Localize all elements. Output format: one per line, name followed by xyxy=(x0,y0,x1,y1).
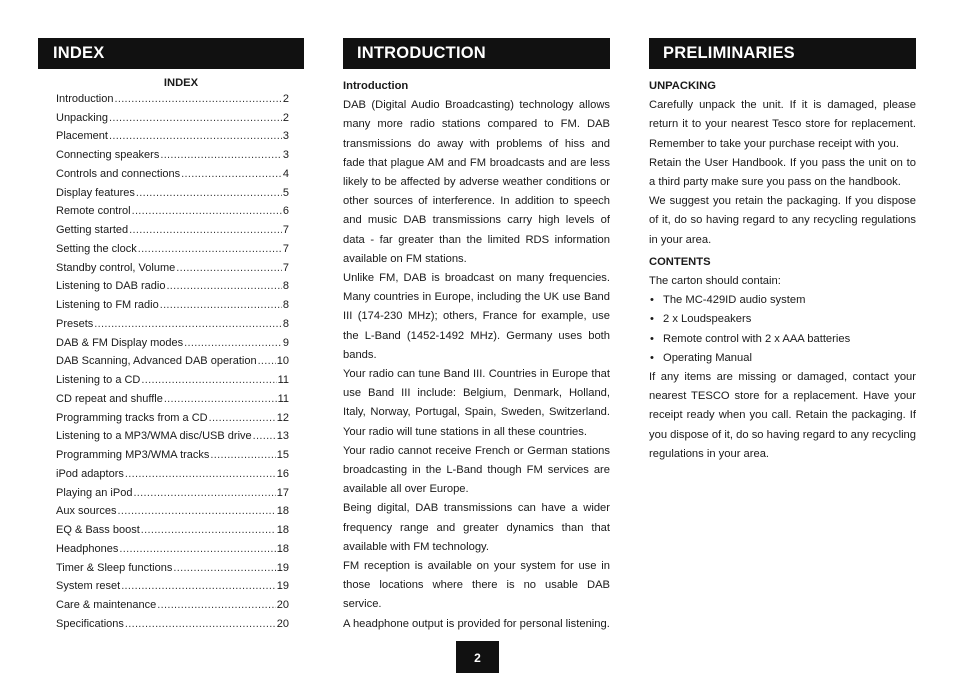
index-entry-page: 13 xyxy=(276,430,289,443)
index-entry-leader xyxy=(118,502,276,521)
index-entry-label: Getting started xyxy=(56,224,129,237)
index-entry-page: 18 xyxy=(276,505,289,518)
index-entry-page: 7 xyxy=(282,242,289,255)
index-entry xyxy=(56,277,289,296)
index-entry-leader xyxy=(258,352,276,371)
index-entry-leader xyxy=(119,540,275,559)
index-entry xyxy=(56,427,289,446)
contents-list xyxy=(649,291,916,368)
index-entry-page: 7 xyxy=(282,261,289,274)
index-entry-leader xyxy=(138,240,282,259)
unpacking-paragraph: Retain the User Handbook. If you pass the unit on to a third party make sure you pass on the handbook. xyxy=(649,156,916,189)
introduction-paragraph: Unlike FM, DAB is broadcast on many frequencies. Many countries in Europe, including the UK use Band III (174-230 MHz); others, France for example, use the L-Band (1452-1492 MHz). Germany uses both bands. xyxy=(343,272,610,361)
index-title: INDEX xyxy=(163,77,199,89)
index-entry xyxy=(56,146,289,165)
index-entry-page: 11 xyxy=(277,392,289,405)
index-entry xyxy=(56,446,289,465)
index-entry-leader xyxy=(166,277,281,296)
index-entry-page: 18 xyxy=(276,542,289,555)
index-entry-leader xyxy=(173,559,275,578)
index-entry-label: Aux sources xyxy=(56,505,117,518)
index-entry-label: Listening to DAB radio xyxy=(56,280,166,293)
index-entry-label: Controls and connections xyxy=(56,167,181,180)
index-entry-leader xyxy=(160,146,282,165)
list-item: • Operating Manual xyxy=(649,349,916,368)
index-entry xyxy=(56,465,289,484)
index-entry xyxy=(56,315,289,334)
index-entry-leader xyxy=(129,221,282,240)
index-entry xyxy=(56,577,289,596)
index-entry-label: Standby control, Volume xyxy=(56,261,176,274)
index-entry-leader xyxy=(210,446,275,465)
contents-outro: If any items are missing or damaged, contact your nearest TESCO store for a replacement. Have your receipt ready when you call. Retain the packaging. If you dispose of it, do so having regard to any recycling regulations in your area. xyxy=(649,371,916,460)
index-entry xyxy=(56,334,289,353)
introduction-paragraph: Your radio can tune Band III. Countries in Europe that use Band III include: Belgium, Denmark, Holland, Italy, Norway, Portugal, Spain, Sweden, Switzerland. Your radio will tune stations in all these countries. xyxy=(343,368,610,438)
index-entry-leader xyxy=(141,371,276,390)
index-entry-label: Unpacking xyxy=(56,111,108,124)
index-entry-leader xyxy=(136,184,282,203)
index-entry-label: Listening to a CD xyxy=(56,374,141,387)
index-entry-page: 8 xyxy=(282,280,289,293)
index-entry-leader xyxy=(94,315,282,334)
index-entry-leader xyxy=(125,465,276,484)
index-entry xyxy=(56,221,289,240)
index-entry xyxy=(56,409,289,428)
index-entry-page: 11 xyxy=(277,374,289,387)
index-entry xyxy=(56,484,289,503)
introduction-paragraph: FM reception is available on your system for use in those locations where there is no usable DAB service. xyxy=(343,560,610,611)
list-item: • The MC-429ID audio system xyxy=(649,291,916,310)
index-entry-page: 19 xyxy=(276,580,289,593)
list-item: • 2 x Loudspeakers xyxy=(649,310,916,329)
index-entry-leader xyxy=(132,202,282,221)
index-entry-page: 9 xyxy=(282,336,289,349)
index-entry-leader xyxy=(176,259,282,278)
index-entry xyxy=(56,296,289,315)
index-entry-page: 20 xyxy=(276,617,289,630)
index-entry-label: Specifications xyxy=(56,617,124,630)
page-number: 2 xyxy=(456,641,499,673)
index-entry-page: 7 xyxy=(282,224,289,237)
index-entry-leader xyxy=(125,615,276,634)
index-entry-page: 5 xyxy=(282,186,289,199)
index-entry-leader xyxy=(121,577,276,596)
unpacking-paragraph: We suggest you retain the packaging. If you dispose of it, do so having regard to any recycling regulations in your area. xyxy=(649,195,916,246)
index-entry xyxy=(56,615,289,634)
index-entry-label: Programming MP3/WMA tracks xyxy=(56,449,210,462)
index-entry-leader xyxy=(114,90,281,109)
introduction-body xyxy=(343,77,610,634)
index-entry-page: 18 xyxy=(276,524,289,537)
introduction-header: INTRODUCTION xyxy=(343,38,610,69)
index-entry xyxy=(56,502,289,521)
index-entry xyxy=(56,559,289,578)
index-entry-label: Connecting speakers xyxy=(56,149,160,162)
index-entry-label: Headphones xyxy=(56,542,119,555)
index-entry-page: 17 xyxy=(276,486,289,499)
index-entry-label: EQ & Bass boost xyxy=(56,524,140,537)
unpacking-subhead: UNPACKING xyxy=(649,80,716,92)
introduction-paragraph: DAB (Digital Audio Broadcasting) technology allows many more radio stations compared to FM. DAB transmissions do away with problems of hiss and fade that plague AM and FM broadcasts and are less likely to be affected by adverse weather conditions or other sources of interference. In addition to speech and music DAB transmissions carry high levels of data - far greater than the limited RDS information available on FM stations. xyxy=(343,99,610,265)
index-entry-page: 2 xyxy=(282,111,289,124)
index-entry-label: Placement xyxy=(56,130,108,143)
index-entry xyxy=(56,352,289,371)
introduction-column xyxy=(343,38,610,634)
index-entry xyxy=(56,109,289,128)
index-entry-page: 4 xyxy=(282,167,289,180)
index-entry xyxy=(56,390,289,409)
index-entry-label: Listening to a MP3/WMA disc/USB drive xyxy=(56,430,252,443)
index-entry xyxy=(56,240,289,259)
index-entry-leader xyxy=(109,127,282,146)
index-entry-leader xyxy=(184,334,282,353)
index-entry-label: Care & maintenance xyxy=(56,599,157,612)
contents-subhead: CONTENTS xyxy=(649,255,711,268)
index-entry xyxy=(56,540,289,559)
index-entry-page: 6 xyxy=(282,205,289,218)
index-entry-page: 8 xyxy=(282,317,289,330)
unpacking-paragraph: Carefully unpack the unit. If it is damaged, please return it to your nearest Tesco store for replacement. Remember to take your purchase receipt with you. xyxy=(649,99,916,150)
index-entry xyxy=(56,165,289,184)
introduction-paragraph: Being digital, DAB transmissions can have a wider frequency range and greater dynamics than that available with FM technology. xyxy=(343,502,610,553)
index-entry xyxy=(56,202,289,221)
index-entry-label: System reset xyxy=(56,580,121,593)
index-entry-page: 10 xyxy=(276,355,289,368)
index-entry xyxy=(56,184,289,203)
index-entry xyxy=(56,371,289,390)
introduction-paragraph: Your radio cannot receive French or German stations broadcasting in the L-Band though FM services are available all over Europe. xyxy=(343,444,610,496)
index-entry-leader xyxy=(164,390,277,409)
preliminaries-body xyxy=(649,77,916,464)
index-entry-page: 3 xyxy=(282,149,289,162)
index-entry-label: CD repeat and shuffle xyxy=(56,392,163,405)
index-entry-leader xyxy=(160,296,282,315)
index-entry-label: Playing an iPod xyxy=(56,486,133,499)
index-entry-leader xyxy=(209,409,276,428)
index-entry-leader xyxy=(109,109,282,128)
contents-intro: The carton should contain: xyxy=(649,275,781,288)
introduction-paragraph: A headphone output is provided for personal listening. xyxy=(343,617,610,630)
index-entry-label: Display features xyxy=(56,186,135,199)
index-entry xyxy=(56,90,289,109)
introduction-subhead: Introduction xyxy=(343,80,409,92)
index-entry-label: DAB & FM Display modes xyxy=(56,336,184,349)
index-entry-page: 3 xyxy=(282,130,289,143)
index-entry xyxy=(56,127,289,146)
index-entry xyxy=(56,259,289,278)
index-entry-leader xyxy=(157,596,275,615)
preliminaries-header: PRELIMINARIES xyxy=(649,38,916,69)
index-entry-leader xyxy=(133,484,275,503)
index-entry-page: 16 xyxy=(276,467,289,480)
index-entry-label: Setting the clock xyxy=(56,242,137,255)
list-item: • Remote control with 2 x AAA batteries xyxy=(649,330,916,349)
index-column xyxy=(38,38,304,634)
index-entry-label: Listening to FM radio xyxy=(56,299,159,312)
index-entry-page: 12 xyxy=(276,411,289,424)
index-entry-leader xyxy=(253,427,276,446)
index-entry xyxy=(56,596,289,615)
index-entry-label: Presets xyxy=(56,317,94,330)
index-entry-page: 19 xyxy=(276,561,289,574)
index-entry-label: Introduction xyxy=(56,92,114,105)
index-entry-leader xyxy=(181,165,282,184)
index-entry-label: iPod adaptors xyxy=(56,467,124,480)
index-entry-page: 15 xyxy=(276,449,289,462)
index-entry xyxy=(56,521,289,540)
index-entry-label: DAB Scanning, Advanced DAB operation xyxy=(56,355,257,368)
index-entry-page: 2 xyxy=(282,92,289,105)
index-entry-label: Timer & Sleep functions xyxy=(56,561,173,574)
index-entry-page: 8 xyxy=(282,299,289,312)
index-entry-page: 20 xyxy=(276,599,289,612)
index-entry-label: Programming tracks from a CD xyxy=(56,411,208,424)
index-entry-label: Remote control xyxy=(56,205,131,218)
index-header: INDEX xyxy=(38,38,304,69)
table-of-contents xyxy=(38,90,304,634)
index-entry-leader xyxy=(141,521,276,540)
preliminaries-column xyxy=(649,38,916,464)
index-body xyxy=(38,77,304,634)
